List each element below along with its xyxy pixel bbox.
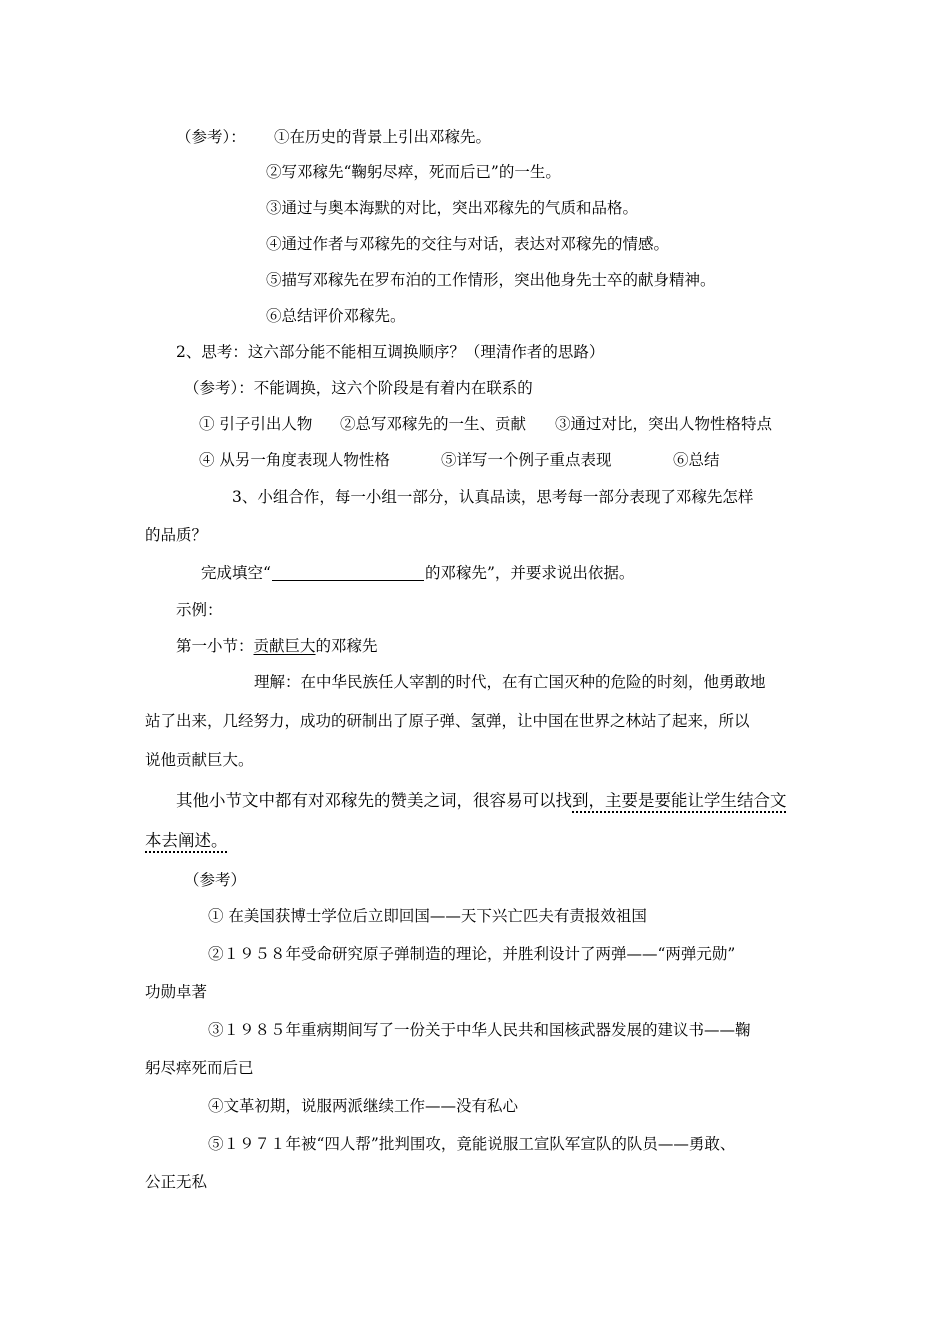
other-sections-line-2: 本去阐述。 <box>145 831 228 850</box>
reference-2-item-3a: ③１９８５年重病期间写了一份关于中华人民共和国核武器发展的建议书——鞠 <box>208 1021 751 1039</box>
section-prefix: 第一小节： <box>176 637 254 655</box>
reference-item-1: ①在历史的背景上引出邓稼先。 <box>274 128 492 146</box>
reference-item-2: ②写邓稼先“鞠躬尽瘁，死而后已”的一生。 <box>266 163 561 181</box>
structure-item-4: ④ 从另一角度表现人物性格 <box>199 451 390 469</box>
structure-item-2: ②总写邓稼先的一生、贡献 <box>340 415 527 433</box>
other-sections-line-1 <box>176 791 787 811</box>
question-2: 2、思考：这六部分能不能相互调换顺序？（理清作者的思路） <box>176 343 605 361</box>
reference-2-item-5b: 公正无私 <box>145 1173 208 1191</box>
other-sections-plain: 其他小节文中都有对邓稼先的赞美之词，很容易可以找 <box>176 791 572 810</box>
section-1-heading <box>176 636 378 656</box>
reference-2-item-2a: ②１９５８年受命研究原子弹制造的理论，并胜利设计了两弹——“两弹元勋” <box>208 945 736 963</box>
reference-label: （参考）： <box>176 128 246 146</box>
reference-2-item-5a: ⑤１９７１年被“四人帮”批判围攻，竟能说服工宣队军宣队的队员——勇敢、 <box>208 1135 736 1153</box>
section-keyword: 贡献巨大 <box>253 637 316 655</box>
question-3-line-2: 的品质？ <box>145 526 208 544</box>
reference-2-item-4: ④文革初期，说服两派继续工作——没有私心 <box>208 1097 519 1115</box>
fill-in-blank <box>272 564 424 581</box>
understanding-line-2: 站了出来，几经努力，成功的研制出了原子弹、氢弹，让中国在世界之林站了起来，所以 <box>145 712 750 730</box>
other-sections-emphasis: 到，主要是要能让学生结合文 <box>572 791 787 810</box>
question-3-line-1: 3、小组合作，每一小组一部分，认真品读，思考每一部分表现了邓稼先怎样 <box>232 488 754 506</box>
understanding-line-3: 说他贡献巨大。 <box>145 751 254 769</box>
fill-in-suffix: 的邓稼先”，并要求说出依据。 <box>424 564 635 582</box>
reference-2-item-3b: 躬尽瘁死而后已 <box>145 1059 254 1077</box>
fill-in-task <box>201 563 634 583</box>
structure-item-1: ① 引子引出人物 <box>199 415 313 433</box>
structure-item-3: ③通过对比，突出人物性格特点 <box>555 415 773 433</box>
reference-item-4: ④通过作者与邓稼先的交往与对话，表达对邓稼先的情感。 <box>266 235 670 253</box>
structure-item-5: ⑤详写一个例子重点表现 <box>441 451 612 469</box>
question-2-answer: （参考）：不能调换，这六个阶段是有着内在联系的 <box>184 379 533 397</box>
structure-item-6: ⑥总结 <box>673 451 720 469</box>
reference-item-3: ③通过与奥本海默的对比，突出邓稼先的气质和品格。 <box>266 199 639 217</box>
fill-in-prefix: 完成填空“ <box>201 564 271 582</box>
reference-item-6: ⑥总结评价邓稼先。 <box>266 307 406 325</box>
section-suffix: 的邓稼先 <box>315 637 378 655</box>
reference-2-label: （参考） <box>184 871 247 889</box>
understanding-line-1: 理解：在中华民族任人宰割的时代，在有亡国灭种的危险的时刻，他勇敢地 <box>254 673 766 691</box>
example-label: 示例： <box>176 601 223 619</box>
reference-2-item-1: ① 在美国获博士学位后立即回国——天下兴亡匹夫有责报效祖国 <box>208 907 647 925</box>
reference-2-item-2b: 功勋卓著 <box>145 983 208 1001</box>
reference-item-5: ⑤描写邓稼先在罗布泊的工作情形，突出他身先士卒的献身精神。 <box>266 271 716 289</box>
